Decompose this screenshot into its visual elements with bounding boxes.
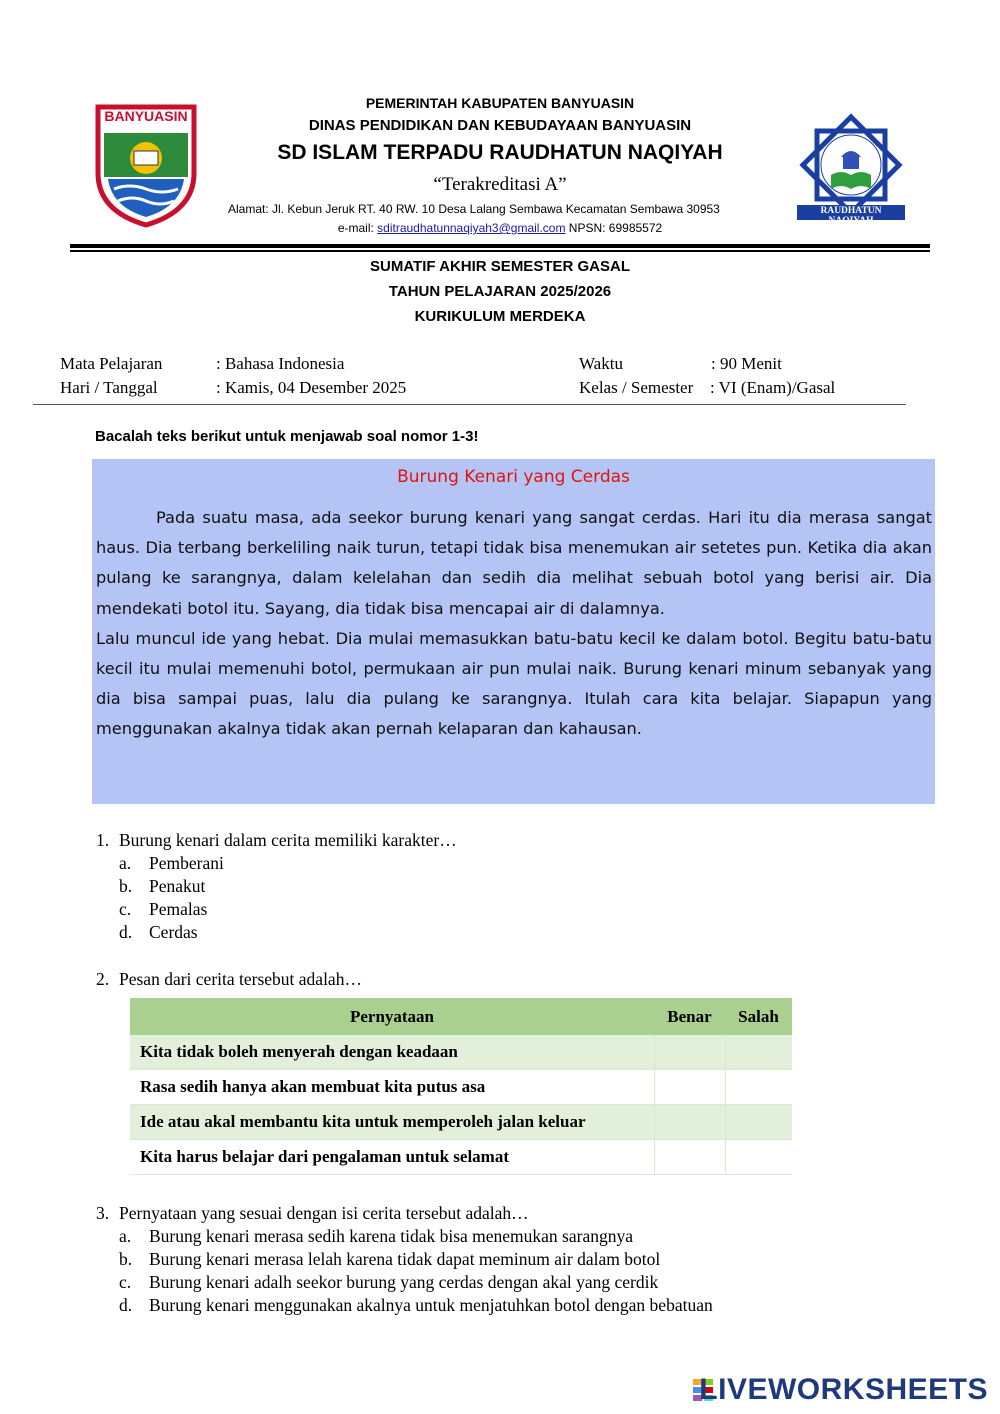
statement-cell: Rasa sedih hanya akan membuat kita putus asa [130,1070,654,1105]
header-rule-thick [70,244,930,248]
q3-option-letter: b. [119,1249,133,1269]
q1-option-letter: c. [119,899,132,919]
q1-option-letter: a. [119,853,132,873]
subject-label: Mata Pelajaran [60,354,163,373]
q1-option-letter: b. [119,876,133,896]
q3-option-letter: d. [119,1295,133,1315]
school-emblem-label: RAUDHATUN NAQIYAH [820,206,882,226]
question-3-number: 3. [96,1203,110,1223]
passage-paragraph-1: Pada suatu masa, ada seekor burung kenari yang sangat cerdas. Hari itu dia merasa sangat haus. Dia terbang berkeliling naik turun, tetapi tidak bisa menemukan air setetes pun. Ketika dia akan pulang ke sarangnya, dalam kelelahan dan sedih dia melihat sebuah botol yang berisi air. Dia mendekati botol itu. Sayang, dia tidak bisa mencapai air di dalamnya. [96,508,932,618]
q3-option-c[interactable]: Burung kenari adalh seekor burung yang cerdas dengan akal yang cerdik [149,1272,659,1292]
q3-option-a[interactable]: Burung kenari merasa sedih karena tidak bisa menemukan sarangnya [149,1226,633,1246]
time-value: : 90 Menit [711,354,782,373]
table-row [130,1105,792,1140]
false-choice-cell[interactable] [725,1105,792,1140]
day-value: : Kamis, 04 Desember 2025 [216,378,407,397]
accreditation: “Terakreditasi A” [433,174,567,195]
true-choice-cell[interactable] [654,1070,725,1105]
exam-year: TAHUN PELAJARAN 2025/2026 [388,283,612,300]
passage-body [96,503,932,745]
question-1-text: Burung kenari dalam cerita memiliki karakter… [119,830,457,850]
true-choice-cell[interactable] [654,1140,725,1175]
class-label: Kelas / Semester [579,378,694,397]
passage-title: Burung Kenari yang Cerdas [397,467,630,487]
question-2-text: Pesan dari cerita tersebut adalah… [119,969,362,989]
email-label: e-mail: [337,221,378,235]
question-1-number: 1. [96,830,110,850]
school-name: SD ISLAM TERPADU RAUDHATUN NAQIYAH [277,141,723,164]
true-choice-cell[interactable] [654,1035,725,1070]
reading-instruction: Bacalah teks berikut untuk menjawab soal nomor 1-3! [95,428,479,445]
q1-option-b[interactable]: Penakut [149,876,206,896]
false-choice-cell[interactable] [725,1140,792,1175]
exam-title: SUMATIF AKHIR SEMESTER GASAL [369,258,630,275]
passage-paragraph-2: Lalu muncul ide yang hebat. Dia mulai memasukkan batu-batu kecil ke dalam botol. Begitu batu-batu kecil itu mulai memenuhi botol, permukaan air pun mulai naik. Burung kenari minum sebanyak yang dia bisa sampai puas, lalu dia pulang ke sarangnya. Itulah cara kita belajar. Siapapun yang menggunakan akalnya tidak akan pernah kelaparan dan kahausan. [96,628,932,739]
exam-curriculum: KURIKULUM MERDEKA [414,308,586,325]
liveworksheets-watermark: LIVEWORKSHEETS [699,1373,988,1406]
statement-table [130,998,792,1175]
q3-option-d[interactable]: Burung kenari menggunakan akalnya untuk menjatuhkan botol dengan bebatuan [149,1295,713,1315]
q1-option-a[interactable]: Pemberani [149,853,224,873]
school-address: Alamat: Jl. Kebun Jeruk RT. 40 RW. 10 Desa Lalang Sembawa Kecamatan Sembawa 30953 [228,202,720,216]
subject-value: : Bahasa Indonesia [216,354,345,373]
email-link[interactable]: sditraudhatunnaqiyah3@gmail.com [377,221,566,235]
table-row [130,1070,792,1105]
statement-cell: Kita harus belajar dari pengalaman untuk selamat [130,1140,654,1175]
table-row [130,1035,792,1070]
header-rule-thin [70,250,930,252]
q1-option-letter: d. [119,922,133,942]
banyuasin-emblem-label: BANYUASIN [104,108,188,124]
q3-option-letter: a. [119,1226,132,1246]
class-value: : VI (Enam)/Gasal [710,378,836,397]
contact-line [0,221,1000,235]
q1-option-c[interactable]: Pemalas [149,899,208,919]
q1-option-d[interactable]: Cerdas [149,922,198,942]
question-2-number: 2. [96,969,110,989]
q3-option-letter: c. [119,1272,132,1292]
table-row [130,1140,792,1175]
npsn: NPSN: 69985572 [565,221,663,235]
statement-cell: Kita tidak boleh menyerah dengan keadaan [130,1035,654,1070]
true-choice-cell[interactable] [654,1105,725,1140]
department-title: DINAS PENDIDIKAN DAN KEBUDAYAAN BANYUASIN [308,117,692,134]
meta-divider [33,404,906,405]
question-3-text: Pernyataan yang sesuai dengan isi cerita tersebut adalah… [119,1203,529,1223]
q3-option-b[interactable]: Burung kenari merasa lelah karena tidak dapat meminum air dalam botol [149,1249,661,1269]
statement-cell: Ide atau akal membantu kita untuk memperoleh jalan keluar [130,1105,654,1140]
header-statement: Pernyataan [130,998,654,1035]
time-label: Waktu [579,354,623,373]
false-choice-cell[interactable] [725,1035,792,1070]
reading-passage [92,459,935,804]
day-label: Hari / Tanggal [60,378,158,397]
header-false: Salah [725,998,792,1035]
header-true: Benar [654,998,725,1035]
government-title: PEMERINTAH KABUPATEN BANYUASIN [365,95,635,111]
false-choice-cell[interactable] [725,1070,792,1105]
